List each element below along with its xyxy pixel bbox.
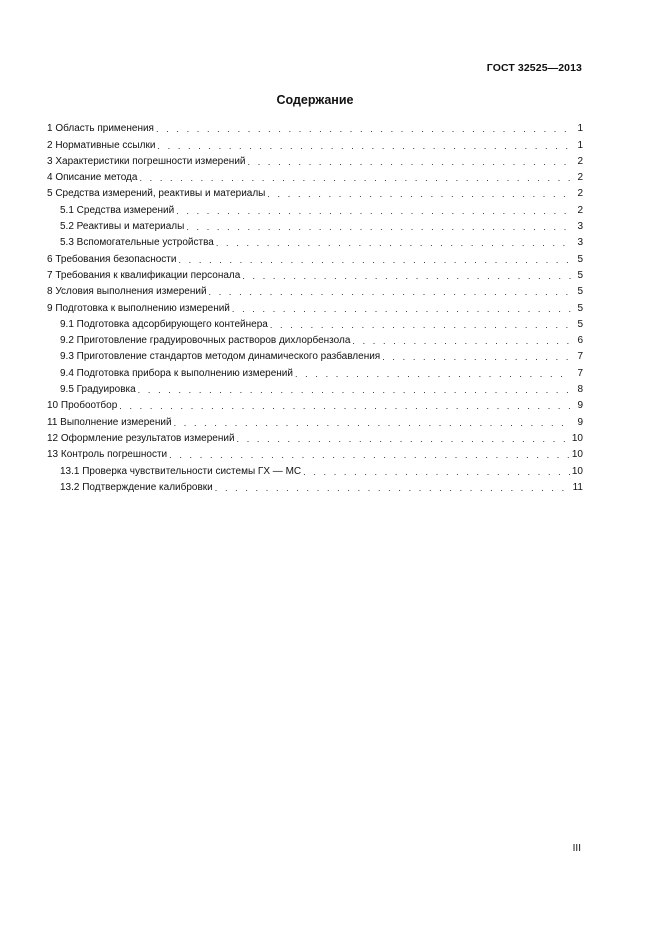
toc-dot-leader	[216, 237, 571, 249]
toc-entry[interactable]	[47, 266, 583, 282]
toc-entry[interactable]	[47, 217, 583, 233]
toc-entry[interactable]	[47, 331, 583, 347]
toc-dot-leader	[176, 205, 571, 217]
document-code: ГОСТ 32525—2013	[486, 62, 582, 74]
toc-entry-title: 3 Характеристики погрешности измерений	[47, 155, 246, 167]
toc-entry-title: 13.1 Проверка чувствительности системы ГХ — МС	[60, 465, 302, 477]
toc-dot-leader	[295, 368, 571, 380]
toc-entry[interactable]	[47, 200, 583, 216]
toc-dot-leader	[178, 254, 571, 266]
toc-entry-title: 7 Требования к квалификации персонала	[47, 269, 241, 281]
toc-dot-leader	[157, 140, 571, 152]
toc-entry-title: 2 Нормативные ссылки	[47, 139, 156, 151]
toc-entry[interactable]	[47, 135, 583, 151]
toc-dot-leader	[156, 123, 571, 135]
toc-entry[interactable]	[47, 380, 583, 396]
toc-entry-page: 3	[577, 221, 583, 233]
toc-entry-title: 9.3 Приготовление стандартов методом динамического разбавления	[60, 351, 381, 363]
toc-entry[interactable]	[47, 478, 583, 494]
toc-entry-title: 9.5 Градуировка	[60, 384, 136, 396]
toc-entry[interactable]	[47, 429, 583, 445]
toc-dot-leader	[382, 351, 571, 363]
toc-entry-page: 5	[577, 269, 583, 281]
toc-entry[interactable]	[47, 282, 583, 298]
toc-entry-title: 12 Оформление результатов измерений	[47, 432, 235, 444]
toc-entry-title: 5.2 Реактивы и материалы	[60, 221, 185, 233]
toc-entry-page: 2	[577, 155, 583, 167]
toc-entry-title: 11 Выполнение измерений	[47, 416, 172, 428]
toc-title: Содержание	[276, 93, 354, 107]
toc-entry[interactable]	[47, 445, 583, 461]
toc-entry[interactable]	[47, 461, 583, 477]
toc-entry[interactable]	[47, 249, 583, 265]
toc-entry-page: 6	[577, 335, 583, 347]
toc-entry[interactable]	[47, 396, 583, 412]
toc-entry[interactable]	[47, 184, 583, 200]
toc-entry-page: 9	[577, 416, 583, 428]
toc-entry-title: 9.1 Подготовка адсорбирующего контейнера	[60, 318, 268, 330]
toc-entry-page: 5	[577, 302, 583, 314]
toc-dot-leader	[209, 286, 571, 298]
toc-entry-title: 5.3 Вспомогательные устройства	[60, 237, 214, 249]
toc-dot-leader	[267, 188, 571, 200]
toc-dot-leader	[248, 156, 572, 168]
toc-entry-title: 6 Требования безопасности	[47, 253, 177, 265]
toc-entry[interactable]	[47, 412, 583, 428]
toc-entry-title: 9.4 Подготовка прибора к выполнению измерений	[60, 367, 293, 379]
toc-entry-page: 10	[571, 432, 583, 444]
toc-entry-page: 9	[577, 400, 583, 412]
toc-entry-title: 13 Контроль погрешности	[47, 449, 168, 461]
toc-entry-page: 2	[577, 172, 583, 184]
toc-entry-page: 7	[577, 351, 583, 363]
toc-dot-leader	[215, 482, 571, 494]
toc-entry-page: 2	[577, 188, 583, 200]
toc-entry-title: 4 Описание метода	[47, 172, 138, 184]
toc-entry[interactable]	[47, 168, 583, 184]
toc-entry[interactable]	[47, 152, 583, 168]
toc-entry[interactable]	[47, 119, 583, 135]
toc-entry-page: 5	[577, 253, 583, 265]
toc-entry-page: 8	[577, 384, 583, 396]
toc-entry-page: 11	[572, 481, 583, 493]
toc-entry[interactable]	[47, 363, 583, 379]
toc-dot-leader	[352, 335, 571, 347]
toc-entry[interactable]	[47, 233, 583, 249]
toc-entry-title: 13.2 Подтверждение калибровки	[60, 481, 213, 493]
toc-entry-title: 9 Подготовка к выполнению измерений	[47, 302, 230, 314]
toc-entry-page: 7	[577, 367, 583, 379]
toc-entry-page: 5	[577, 286, 583, 298]
toc-dot-leader	[174, 417, 571, 429]
toc-entry-page: 5	[577, 318, 583, 330]
toc-dot-leader	[139, 172, 571, 184]
toc-entry-title: 8 Условия выполнения измерений	[47, 286, 207, 298]
toc-dot-leader	[242, 270, 571, 282]
toc-entry-title: 9.2 Приготовление градуировочных растворов дихлорбензола	[60, 335, 351, 347]
toc-entry-title: 10 Пробоотбор	[47, 400, 118, 412]
toc-dot-leader	[186, 221, 571, 233]
toc-entry-page: 3	[577, 237, 583, 249]
toc-entry-page: 1	[577, 123, 583, 135]
toc-dot-leader	[169, 449, 570, 461]
toc-entry-page: 2	[577, 204, 583, 216]
toc-dot-leader	[119, 400, 571, 412]
page-number: III	[572, 843, 581, 854]
toc-entry-title: 5 Средства измерений, реактивы и материалы	[47, 188, 266, 200]
toc-entry-title: 1 Область применения	[47, 123, 154, 135]
toc-dot-leader	[303, 466, 570, 478]
toc-entry-page: 10	[571, 449, 583, 461]
toc-entry[interactable]	[47, 298, 583, 314]
toc-dot-leader	[237, 433, 570, 445]
toc-entry[interactable]	[47, 347, 583, 363]
toc-entry-title: 5.1 Средства измерений	[60, 204, 175, 216]
toc-entry-page: 10	[571, 465, 583, 477]
toc-entry-page: 1	[577, 139, 583, 151]
toc-dot-leader	[270, 319, 571, 331]
toc-dot-leader	[232, 303, 571, 315]
table-of-contents	[47, 119, 583, 494]
toc-entry[interactable]	[47, 315, 583, 331]
toc-dot-leader	[138, 384, 571, 396]
